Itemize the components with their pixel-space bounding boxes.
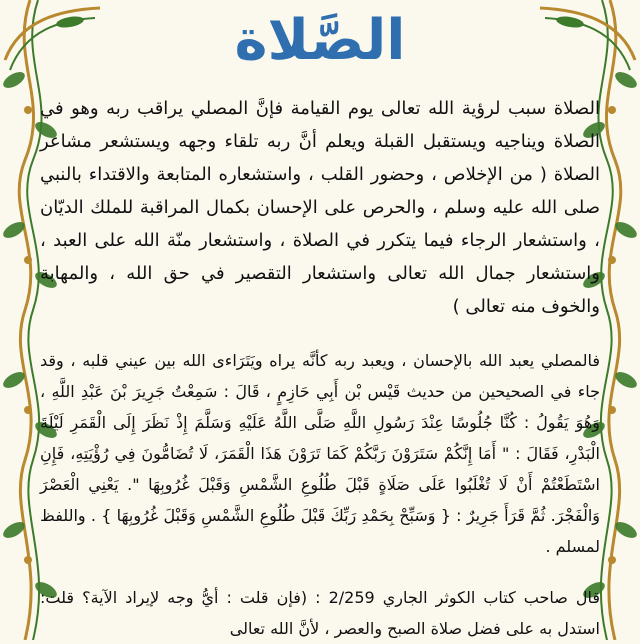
hadith-paragraph: فالمصلي يعبد الله بالإحسان ، ويعبد ربه كأنَّه يراه ويَتَرَاءى الله بين عيني قلبه ، وقد جاء في الصحيحين من حديث قَيْس بْن أَبِي حَازِمٍ ، قَالَ : سَمِعْتُ جَرِيرَ بْنَ عَبْدِ اللَّهِ ، وَهُوَ يَقُولُ : كُنَّا جُلُوسًا عِنْدَ رَسُولِ اللَّهِ صَلَّى اللَّهُ عَلَيْهِ وَسَلَّمَ إِذْ نَظَرَ إِلَى الْقَمَرِ لَيْلَةَ الْبَدْرِ، فَقَالَ : " أَمَا إِنَّكُمْ سَتَرَوْنَ رَبَّكُمْ كَمَا تَرَوْنَ هَذَا الْقَمَرَ، لَا تُضَامُّونَ فِي رُؤْيَتِهِ، فَإِنِ اسْتَطَعْتُمْ أَنْ لَا تُغْلَبُوا عَلَى صَلَاةٍ قَبْلَ طُلُوعِ الشَّمْسِ وَقَبْلَ غُرُوبِهَا ". يَعْنِي الْعَصْرَ وَالْفَجْرَ. ثُمَّ قَرَأَ جَرِيرٌ : { وَسَبِّحْ بِحَمْدِ رَبِّكَ قَبْلَ طُلُوعِ الشَّمْسِ وَقَبْلَ غُرُوبِهَا } . واللفظ لمسلم . bbox=[40, 351, 600, 556]
intro-paragraph: الصلاة سبب لرؤية الله تعالى يوم القيامة فإنَّ المصلي يراقب ربه وهو في الصلاة ويناجيه ويستقبل القبلة ويعلم أنَّ ربه تلقاء وجهه ويستشعر مشاعر الصلاة ( من الإخلاص ، وحضور القلب ، واستشعاره المتابعة والاقتداء بالنبي صلى الله عليه وسلم ، والحرص على الإحسان بكمال المراقبة للملك الديّان ، واستشعار الرجاء فيما يتكرر في الصلاة ، واستشعار منّة الله على العبد ، واستشعار جمال الله تعالى واستشعار التقصير في حق الله ، والمهابة والخوف منه تعالى ) bbox=[40, 98, 600, 317]
commentary-paragraph: قال صاحب كتاب الكوثر الجاري 2/259 : (فإن قلت : أيُّ وجه لإيراد الآية؟ قلت: استدل به على فضل صلاة الصبح والعصر ، لأنَّ الله تعالى bbox=[40, 588, 600, 638]
article-body bbox=[40, 92, 600, 644]
page-title: الصَّلاة bbox=[234, 8, 406, 73]
